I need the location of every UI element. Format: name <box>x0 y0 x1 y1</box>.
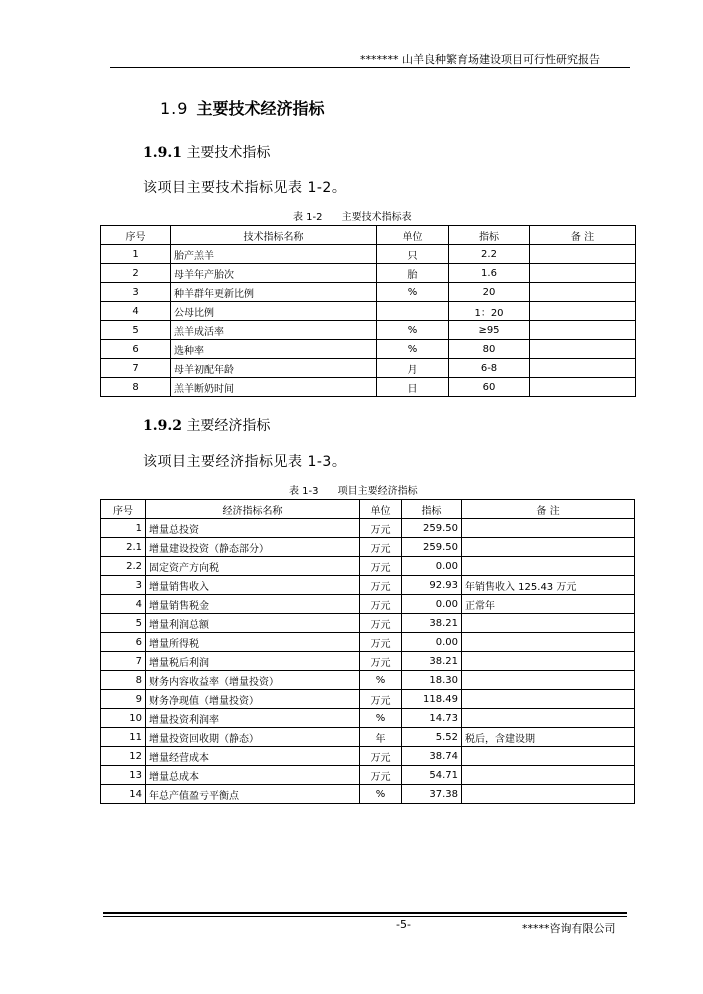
table-row <box>101 614 635 633</box>
table-cell <box>462 766 635 785</box>
table-cell: 只 <box>377 245 449 264</box>
company-name: *****咨询有限公司 <box>522 922 616 935</box>
table-row <box>101 785 635 804</box>
page-number: -5- <box>396 918 411 931</box>
table-cell: 万元 <box>360 690 402 709</box>
table-cell <box>530 340 636 359</box>
table-cell: 万元 <box>360 557 402 576</box>
table-cell: 14.73 <box>402 709 462 728</box>
section-number: 1.9 <box>160 99 189 118</box>
table-cell: % <box>360 785 402 804</box>
table-cell: 20 <box>449 283 530 302</box>
table-cell: 母羊年产胎次 <box>171 264 377 283</box>
table-cell: 2 <box>101 264 171 283</box>
table-row <box>101 378 636 397</box>
table-cell <box>462 709 635 728</box>
table-row <box>101 728 635 747</box>
subsection-heading-2 <box>143 415 270 435</box>
table-cell: 1：20 <box>449 302 530 321</box>
table-cell: 7 <box>101 652 146 671</box>
table-cell: 0.00 <box>402 595 462 614</box>
table-cell: 胎产羔羊 <box>171 245 377 264</box>
col-header: 指标 <box>449 226 530 245</box>
col-header: 单位 <box>360 500 402 519</box>
table-cell: 38.21 <box>402 652 462 671</box>
table-header-row <box>101 226 636 245</box>
table-cell <box>462 614 635 633</box>
table-cell: 年总产值盈亏平衡点 <box>146 785 360 804</box>
col-header: 经济指标名称 <box>146 500 360 519</box>
table-cell <box>530 283 636 302</box>
table-row <box>101 519 635 538</box>
table-cell: 18.30 <box>402 671 462 690</box>
table-cell: 5 <box>101 321 171 340</box>
table-row <box>101 652 635 671</box>
table-row <box>101 283 636 302</box>
table-cell: 年销售收入 125.43 万元 <box>462 576 635 595</box>
table-row <box>101 359 636 378</box>
table-cell: 259.50 <box>402 538 462 557</box>
col-header: 序号 <box>101 500 146 519</box>
table-cell: 增量所得税 <box>146 633 360 652</box>
table-header-row <box>101 500 635 519</box>
table-cell: 羔羊成活率 <box>171 321 377 340</box>
subsection-heading-1 <box>143 142 270 162</box>
table-cell <box>530 245 636 264</box>
subsection-number: 1.9.2 <box>143 418 182 434</box>
table-row <box>101 709 635 728</box>
table-row <box>101 671 635 690</box>
table-cell: 增量税后利润 <box>146 652 360 671</box>
table-cell: % <box>377 321 449 340</box>
economic-indicators-table <box>100 499 635 804</box>
table-cell: 增量投资回收期（静态） <box>146 728 360 747</box>
table-cell: 万元 <box>360 538 402 557</box>
table-cell: 年 <box>360 728 402 747</box>
table-cell: 1 <box>101 245 171 264</box>
table-cell: % <box>377 340 449 359</box>
table-row <box>101 321 636 340</box>
table-cell: 9 <box>101 690 146 709</box>
table-row <box>101 633 635 652</box>
table-cell: 万元 <box>360 766 402 785</box>
table-cell: 万元 <box>360 747 402 766</box>
table-cell <box>462 557 635 576</box>
header-title: ******* 山羊良种繁育场建设项目可行性研究报告 <box>360 53 600 66</box>
table-cell <box>377 302 449 321</box>
col-header: 序号 <box>101 226 171 245</box>
table-cell: 增量利润总额 <box>146 614 360 633</box>
table-cell: 财务内容收益率（增量投资） <box>146 671 360 690</box>
table-cell <box>530 359 636 378</box>
table-cell: 0.00 <box>402 557 462 576</box>
table-cell: 日 <box>377 378 449 397</box>
table-cell: 259.50 <box>402 519 462 538</box>
table-cell: % <box>360 671 402 690</box>
table-cell: 6-8 <box>449 359 530 378</box>
subsection-title: 主要经济指标 <box>186 418 271 434</box>
table-cell: 80 <box>449 340 530 359</box>
table-cell: 14 <box>101 785 146 804</box>
table-cell: ≥95 <box>449 321 530 340</box>
table-cell: 54.71 <box>402 766 462 785</box>
table-cell: 1.6 <box>449 264 530 283</box>
table-cell <box>462 538 635 557</box>
col-header: 指标 <box>402 500 462 519</box>
table-cell: 6 <box>101 340 171 359</box>
table-caption-1: 表 1-2 主要技术指标表 <box>293 212 412 223</box>
table-cell: 10 <box>101 709 146 728</box>
table-cell: 38.74 <box>402 747 462 766</box>
table-cell: 8 <box>101 671 146 690</box>
table-cell: 2.1 <box>101 538 146 557</box>
table-row <box>101 557 635 576</box>
section-heading <box>160 96 324 119</box>
col-header: 备 注 <box>530 226 636 245</box>
table-cell <box>462 690 635 709</box>
table-cell <box>530 264 636 283</box>
table-cell: % <box>377 283 449 302</box>
table-cell: 羔羊断奶时间 <box>171 378 377 397</box>
table-cell: 万元 <box>360 633 402 652</box>
table-cell: 万元 <box>360 614 402 633</box>
table-cell: 2.2 <box>101 557 146 576</box>
table-cell: 万元 <box>360 576 402 595</box>
table-cell: 税后，含建设期 <box>462 728 635 747</box>
table-cell: 增量销售收入 <box>146 576 360 595</box>
table-cell: 7 <box>101 359 171 378</box>
table-cell: 38.21 <box>402 614 462 633</box>
table-cell: 3 <box>101 283 171 302</box>
table-cell: 月 <box>377 359 449 378</box>
table-cell: 5 <box>101 614 146 633</box>
table-cell: 万元 <box>360 519 402 538</box>
table-cell: 增量建设投资（静态部分） <box>146 538 360 557</box>
table-cell: 92.93 <box>402 576 462 595</box>
table-cell: % <box>360 709 402 728</box>
subsection-number: 1.9.1 <box>143 145 182 161</box>
table-cell <box>462 785 635 804</box>
table-row <box>101 538 635 557</box>
table-cell: 胎 <box>377 264 449 283</box>
table-cell: 正常年 <box>462 595 635 614</box>
table-cell: 万元 <box>360 652 402 671</box>
table-row <box>101 576 635 595</box>
intro-paragraph-2: 该项目主要经济指标见表 1-3。 <box>143 454 347 470</box>
table-cell: 4 <box>101 302 171 321</box>
table-row <box>101 245 636 264</box>
table-cell: 增量总成本 <box>146 766 360 785</box>
table-cell: 母羊初配年龄 <box>171 359 377 378</box>
table-cell: 12 <box>101 747 146 766</box>
table-cell: 公母比例 <box>171 302 377 321</box>
footer-rule <box>103 916 627 917</box>
subsection-title: 主要技术指标 <box>186 145 271 161</box>
table-row <box>101 340 636 359</box>
table-cell <box>462 747 635 766</box>
table-cell <box>530 321 636 340</box>
section-title: 主要技术经济指标 <box>196 99 325 118</box>
footer-rule <box>103 912 627 914</box>
table-cell: 增量总投资 <box>146 519 360 538</box>
table-cell: 财务净现值（增量投资） <box>146 690 360 709</box>
table-cell <box>530 378 636 397</box>
table-cell: 2.2 <box>449 245 530 264</box>
table-cell: 种羊群年更新比例 <box>171 283 377 302</box>
table-row <box>101 264 636 283</box>
col-header: 备 注 <box>462 500 635 519</box>
table-row <box>101 690 635 709</box>
table-cell: 8 <box>101 378 171 397</box>
table-row <box>101 302 636 321</box>
table-cell <box>462 633 635 652</box>
table-cell: 0.00 <box>402 633 462 652</box>
table-cell: 增量经营成本 <box>146 747 360 766</box>
table-cell: 11 <box>101 728 146 747</box>
technical-indicators-table <box>100 225 636 397</box>
table-cell: 4 <box>101 595 146 614</box>
table-caption-2: 表 1-3 项目主要经济指标 <box>289 486 418 497</box>
table-cell: 1 <box>101 519 146 538</box>
table-cell <box>462 652 635 671</box>
col-header: 单位 <box>377 226 449 245</box>
table-cell: 增量投资利润率 <box>146 709 360 728</box>
header-rule <box>110 67 630 68</box>
table-cell: 37.38 <box>402 785 462 804</box>
col-header: 技术指标名称 <box>171 226 377 245</box>
table-cell: 万元 <box>360 595 402 614</box>
table-cell <box>462 671 635 690</box>
table-cell: 3 <box>101 576 146 595</box>
table-cell: 5.52 <box>402 728 462 747</box>
table-cell <box>530 302 636 321</box>
table-row <box>101 766 635 785</box>
table-cell: 选种率 <box>171 340 377 359</box>
intro-paragraph-1: 该项目主要技术指标见表 1-2。 <box>143 180 347 196</box>
table-cell: 6 <box>101 633 146 652</box>
table-cell: 13 <box>101 766 146 785</box>
table-cell: 固定资产方向税 <box>146 557 360 576</box>
table-row <box>101 595 635 614</box>
table-cell: 118.49 <box>402 690 462 709</box>
table-cell: 60 <box>449 378 530 397</box>
table-cell: 增量销售税金 <box>146 595 360 614</box>
table-cell <box>462 519 635 538</box>
table-row <box>101 747 635 766</box>
